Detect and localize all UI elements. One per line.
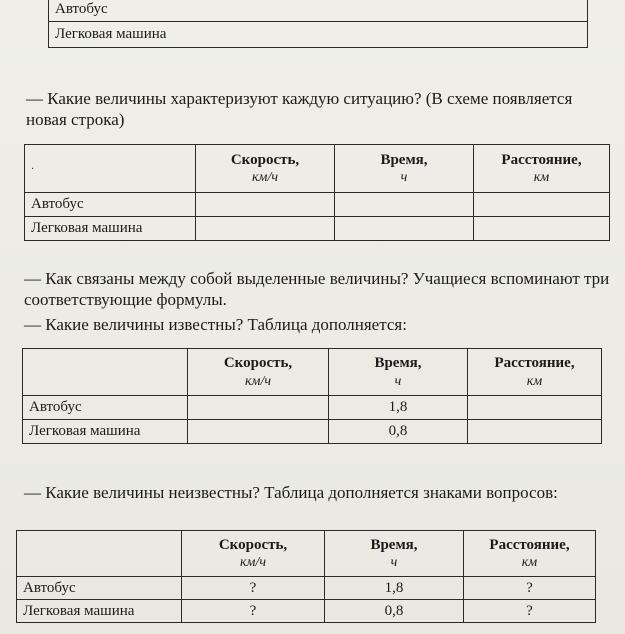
row-label-bus: Автобус [49, 0, 588, 22]
cell-distance [474, 193, 610, 217]
paragraph-question-quantities: — Какие величины характеризуют каждую ситуацию? (В схеме появляется новая строка) [26, 89, 573, 129]
table-header-row [23, 349, 602, 396]
cell-time [335, 217, 474, 241]
header-speed: Скорость, км/ч [188, 349, 329, 396]
cell-distance: ? [464, 600, 596, 623]
header-distance: Расстояние, км [474, 145, 610, 193]
cell-time: 1,8 [329, 396, 468, 420]
header-distance: Расстояние, км [464, 531, 596, 577]
header-time: Время, ч [325, 531, 464, 577]
table-row [17, 577, 596, 600]
cell-speed: ? [182, 577, 325, 600]
table-known-values [22, 348, 602, 444]
header-time: Время, ч [335, 145, 474, 193]
table-row [23, 396, 602, 420]
table-row [49, 0, 588, 22]
cell-speed [196, 217, 335, 241]
table-empty-quantities [24, 144, 610, 241]
cell-distance: ? [464, 577, 596, 600]
cell-distance [474, 217, 610, 241]
table-row [25, 193, 610, 217]
cell-time: 0,8 [325, 600, 464, 623]
paragraph-question-relations: — Как связаны между собой выделенные величины? Учащиеся вспоминают три соответствующие формулы. [24, 269, 610, 309]
header-distance: Расстояние, км [468, 349, 602, 396]
row-label-bus: Автобус [25, 193, 196, 217]
cell-speed [196, 193, 335, 217]
table-unknown-values [16, 530, 596, 623]
table-header-row [25, 145, 610, 193]
cell-time [335, 193, 474, 217]
row-label-bus: Автобус [17, 577, 182, 600]
header-speed: Скорость, км/ч [182, 531, 325, 577]
row-label-car: Легковая машина [17, 600, 182, 623]
header-blank [23, 349, 188, 396]
table-row [17, 600, 596, 623]
header-time: Время, ч [329, 349, 468, 396]
cell-speed: ? [182, 600, 325, 623]
cell-time: 0,8 [329, 420, 468, 444]
cell-distance [468, 396, 602, 420]
paragraph-question-known: — Какие величины известны? Таблица дополняется: [24, 315, 407, 334]
header-blank [17, 531, 182, 577]
table-top-partial [48, 0, 588, 48]
cell-speed [188, 420, 329, 444]
header-speed: Скорость, км/ч [196, 145, 335, 193]
row-label-bus: Автобус [23, 396, 188, 420]
header-blank: · [25, 145, 196, 193]
cell-speed [188, 396, 329, 420]
cell-time: 1,8 [325, 577, 464, 600]
table-row [23, 420, 602, 444]
cell-distance [468, 420, 602, 444]
table-row [49, 22, 588, 48]
table-header-row [17, 531, 596, 577]
paragraph-question-unknown: — Какие величины неизвестны? Таблица дополняется знаками вопросов: [24, 483, 558, 502]
row-label-car: Легковая машина [23, 420, 188, 444]
row-label-car: Легковая машина [25, 217, 196, 241]
table-row [25, 217, 610, 241]
row-label-car: Легковая машина [49, 22, 588, 48]
